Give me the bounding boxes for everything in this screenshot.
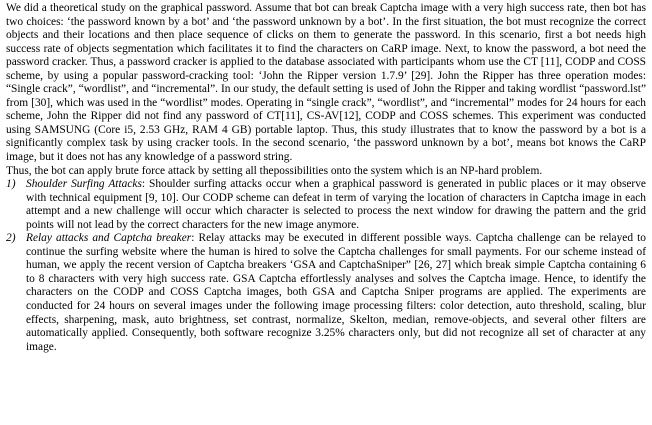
- list-item-number: 2): [6, 232, 16, 245]
- list-item-relay-attacks: [6, 232, 646, 354]
- body-paragraph-2: Thus, the bot can apply brute force attack by setting all thepossibilities onto the system which is an NP-hard problem.: [6, 164, 543, 177]
- list-item-number: 1): [6, 178, 16, 191]
- list-item-text: : Shoulder surfing attacks occur when a graphical password is generated in public places or it may observe with technical equipment [9, 10]. Our CODP scheme can defeat in term of varying the location of characters in Captcha image in each attempt and a new challenge will occur which character is selected to process the next window for drawing the pattern and the grid points will not lead by the correct characters for the new image anymore.: [26, 178, 646, 231]
- list-item-text: : Relay attacks may be executed in different possible ways. Captcha challenge can be relayed to continue the surfing website where the human is hired to solve the Captcha challenges for small payments. For our scheme instead of human, we apply the recent version of Captcha breakers ‘GSA and CaptchaSniper” [26, 27] which break simple Captcha containing 6 to 8 characters with very high success rate. GSA Captcha effortlessly analyses and solves the Captcha image. Hence, to identify the characters on the CODP and COSS Captcha images, both GSA and Captcha Sniper programs are applied. The experiments are conducted for 24 hours on several images under the following image processing filters: color detection, auto threshold, scaling, blur effects, sharpening, mask, auto brightness, set contrast, normalize, Skelton, median, remove-objects, and several other filters are automatically applied. Consequently, both software recognize 3.25% characters only, but did not recognize all set of character at any image.: [26, 232, 646, 353]
- list-item-shoulder-surfing: [6, 178, 646, 232]
- list-item-heading: Relay attacks and Captcha breaker: [26, 232, 192, 245]
- list-item-heading: Shoulder Surfing Attacks: [26, 178, 142, 191]
- numbered-list: [6, 178, 646, 354]
- body-paragraph-1: We did a theoretical study on the graphical password. Assume that bot can break Captcha image with a very high success rate, then bot has two choices: ‘the password known by a bot’ and ‘the password unknown by a bot’. In the first situation, the bot must recognize the correct objects and their locations and then place sequence of clicks on them to generate the password. In this scenario, first a bot needs high success rate of objects segmentation which facilitates it to find the characters on CaRP image. Next, to know the password, a bot need the password cracker. Thus, a password cracker is applied to the database associated with participants whom use the CT [11], CODP and COSS scheme, by using a popular password-cracking tool: ‘John the Ripper version 1.7.9’ [29]. John the Ripper has three operation modes: “Single crack”, “wordlist”, and “incremental”. In our study, the default setting is used of John the Ripper and taking wordlist “password.lst” from [30], which was used in the “wordlist” modes. Operating in “single crack”, “wordlist”, and “incremental” modes for 24 hours for each scheme, John the Ripper did not find any password of CT[11], CS-AV[12], CODP and COSS schemes. This experiment was conducted using SAMSUNG (Core i5, 2.53 GHz, RAM 4 GB) portable laptop. Thus, this study illustrates that to know the password by a bot is a significantly complex task by using cracker tools. In the second scenario, ‘the password unknown by a bot’, means bot knows the CaRP image, but it does not has any knowledge of a password string.: [6, 2, 646, 164]
